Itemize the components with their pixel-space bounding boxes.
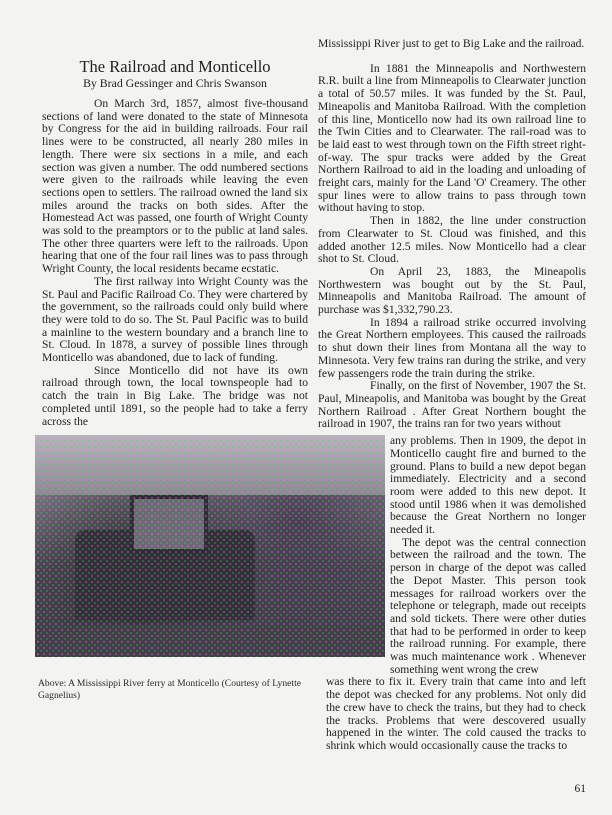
middle-row [35,435,586,676]
right-column-bottom [326,676,586,752]
halftone-texture [35,435,385,657]
page-number: 61 [574,782,586,795]
left-column [42,38,308,428]
paragraph: Then in 1882, the line under construction from Clearwater to St. Cloud was finished, and this added another 12.5 miles. Now Monticello had a clear shot to St. Cloud. [318,214,586,266]
paragraph: In 1881 the Minneapolis and Northwestern R.R. built a line from Minneapolis to Clearwater junction a total of 50.57 miles. It was funded by the St. Paul, Mineapolis and Manitoba Railroad. With the completion of this line, Monticello now had its own railroad line to the Twin Cities and to Clearwater. The rail-road was to be laid east to west through town on the Fifth street right-of-way. The spur tracks were added by the Great Northern Railroad to aid in the loading and unloading of freight cars, mainly for the Land 'O' Creamery. The other spur lines were to allow trains to pass through town without having to stop. [318,61,586,215]
right-column-beside-photo [390,435,586,676]
paragraph: was there to fix it. Every train that came into and left the depot was checked for any problems. Not only did the crew have to check the trains, but they had to check the tracks. Problems that were descovered usually happened in the winter. The cold caused the tracks to shrink which would occasionally cause the tracks to [326,675,586,752]
paragraph: On April 23, 1883, the Mineapolis Northwestern was bought out by the St. Paul, Minneapolis and Manitoba Railroad. The amount of purchase was $1,332,790.23. [318,264,586,317]
paragraph: Since Monticello did not have its own railroad through town, the local townspeople had to catch the train in Big Lake. The bridge was not completed until 1891, so the people had to take a ferry across the [42,363,308,428]
paragraph: On March 3rd, 1857, almost five-thousand sections of land were donated to the state of Minnesota by Congress for the aid in building railroads. Four rail lines were to be constructed, all nearly 280 miles in length. There were six sections in a mile, and each section was given a number. The odd numbered sections were given to the railroads while leaving the even sections open to settlers. The railroad owned the land six miles around the tracks on both sides. After the Homestead Act was passed, one fourth of Wright County was sold to the preamptors or to the public at land sales. The other three quarters were left to the railroads. Upon hearing that one of the four rail lines was to pass through Wright County, the local residents became ecstatic. [42,97,308,276]
paragraph: Finally, on the first of November, 1907 the St. Paul, Mineapolis, and Manitoba was bought by the Great Northern Railroad . After Great Northern bought the railroad in 1907, the trains ran for two years without [318,379,586,431]
article-title: The Railroad and Monticello [79,57,271,76]
photo-caption: Above: A Mississippi River ferry at Monticello (Courtesy of Lynette Gagnelius) [38,678,301,702]
right-column-top [318,38,586,431]
paragraph: The first railway into Wright County was the St. Paul and Pacific Railroad Co. They were chartered by the government, so the railroads could only build where they were told to do so. The St. Paul Pacific was to build a mainline to the western boundary and a branch line to St. Cloud. In 1878, a survey of possible lines through Monticello was abandoned, due to lack of funding. [42,274,308,365]
bottom-row [35,676,586,752]
paragraph: The depot was the central connection between the railroad and the town. The person in charge of the depot was called the Depot Master. This person took messages for railroad workers over the telephone or telegraph, made out receipts and sold tickets. There were other duties that had to be performed in order to keep the railroad running. For example, there was much maintenance work . Whenever something went wrong the crew [390,535,586,676]
ferry-photo [35,435,385,657]
paragraph-gap [318,51,586,63]
paragraph: Mississippi River just to get to Big Lake and the railroad. [318,37,585,50]
paragraph: In 1894 a railroad strike occurred involving the Great Northern employees. This caused the railroads to shut down their lines from Montana all the way to Minnesota. Very few trains ran during the strike, and very few passengers rode the train during the strike. [318,315,586,380]
top-row [35,38,586,431]
paragraph: any problems. Then in 1909, the depot in Monticello caught fire and burned to the ground. Plans to build a new depot began immediately. Electricity and a second room were added to this new depot. It stood until 1986 when it was demolished because the Great Northern no longer needed it. [390,434,586,537]
article-byline: By Brad Gessinger and Chris Swanson [83,76,267,90]
